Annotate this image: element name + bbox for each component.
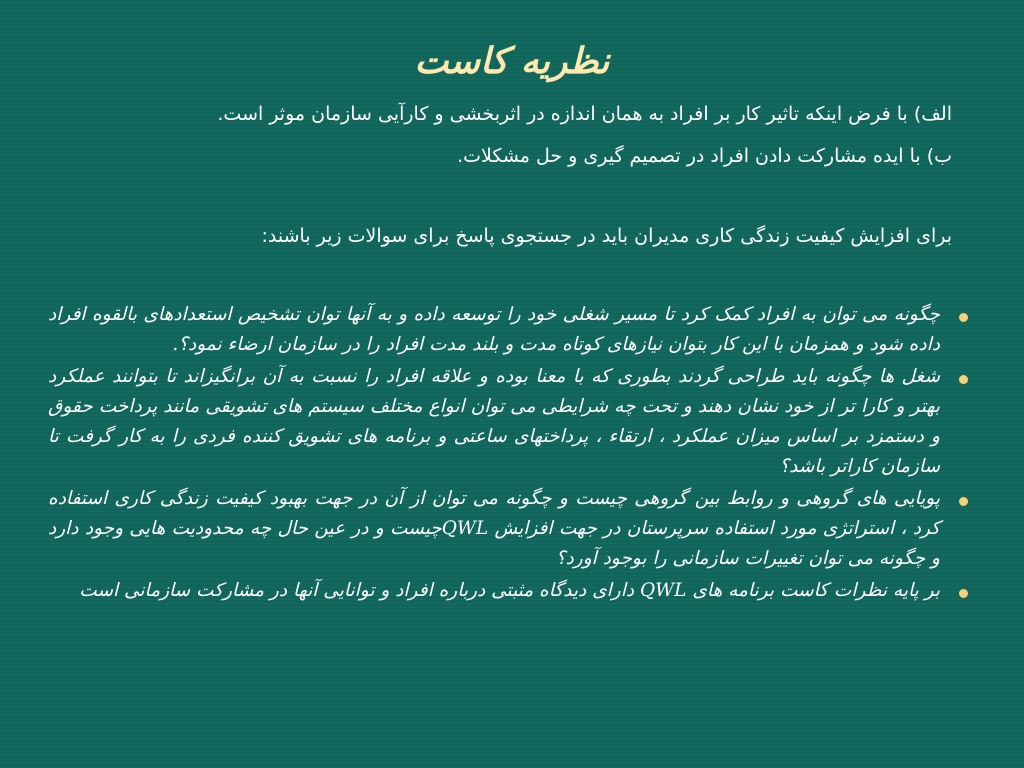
slide-title: نظریه کاست [414, 40, 610, 82]
bullet-text: بر پایه نظرات کاست برنامه های QWL دارای دیدگاه مثبتی درباره افراد و توانایی آنها در مشارکت سازمانی است [79, 580, 940, 601]
bullet-item-job-design [48, 362, 962, 482]
bullet-dot-icon [959, 313, 968, 322]
intro-line-a: الف) با فرض اینکه تاثیر کار بر افراد به همان اندازه در اثربخشی و کارآیی سازمان موثر است. [217, 103, 952, 125]
bullet-dot-icon [959, 589, 968, 598]
bullet-item-group-dynamics [48, 484, 962, 574]
bullet-dot-icon [959, 497, 968, 506]
bullet-dot-icon [959, 375, 968, 384]
bullet-item-qwl-programs [48, 576, 962, 606]
lead-text: برای افزایش کیفیت زندگی کاری مدیران باید در جستجوی پاسخ برای سوالات زیر باشند: [261, 225, 952, 247]
intro-line-b: ب) با ایده مشارکت دادن افراد در تصمیم گیری و حل مشکلات. [457, 145, 952, 167]
bullet-text: چگونه می توان به افراد کمک کرد تا مسیر شغلی خود را توسعه داده و به آنها توان تشخیص استعدادهای بالقوه افراد داده شود و همزمان با این کار بتوان نیازهای کوتاه مدت و بلند مدت افراد را در سازمان ارضاء نمود؟. [48, 304, 940, 355]
bullet-text: پویایی های گروهی و روابط بین گروهی چیست و چگونه می توان از آن در جهت بهبود کیفیت زندگی کاری استفاده کرد ، استراتژی مورد استفاده سرپرستان در جهت افزایش QWLچیست و در عین حال چه محدودیت هایی وجود دارد و چگونه می توان تغییرات سازمانی را بوجود آورد؟ [48, 488, 940, 569]
bullet-text: شغل ها چگونه باید طراحی گردند بطوری که با معنا بوده و علاقه افراد را نسبت به آن برانگیزاند تا بتوانند عملکرد بهتر و کارا تر از خود نشان دهند و تحت چه شرایطی می توان انواع مختلف سیستم های تشویقی مانند پرداخت حقوق و دستمزد بر اساس میزان عملکرد ، ارتقاء ، پرداختهای ساعتی و برنامه های تشویق کننده فردی را به کار گرفت تا سازمان کاراتر باشد؟ [48, 366, 940, 477]
bullet-item-career [48, 300, 962, 360]
bullet-list [48, 300, 962, 608]
